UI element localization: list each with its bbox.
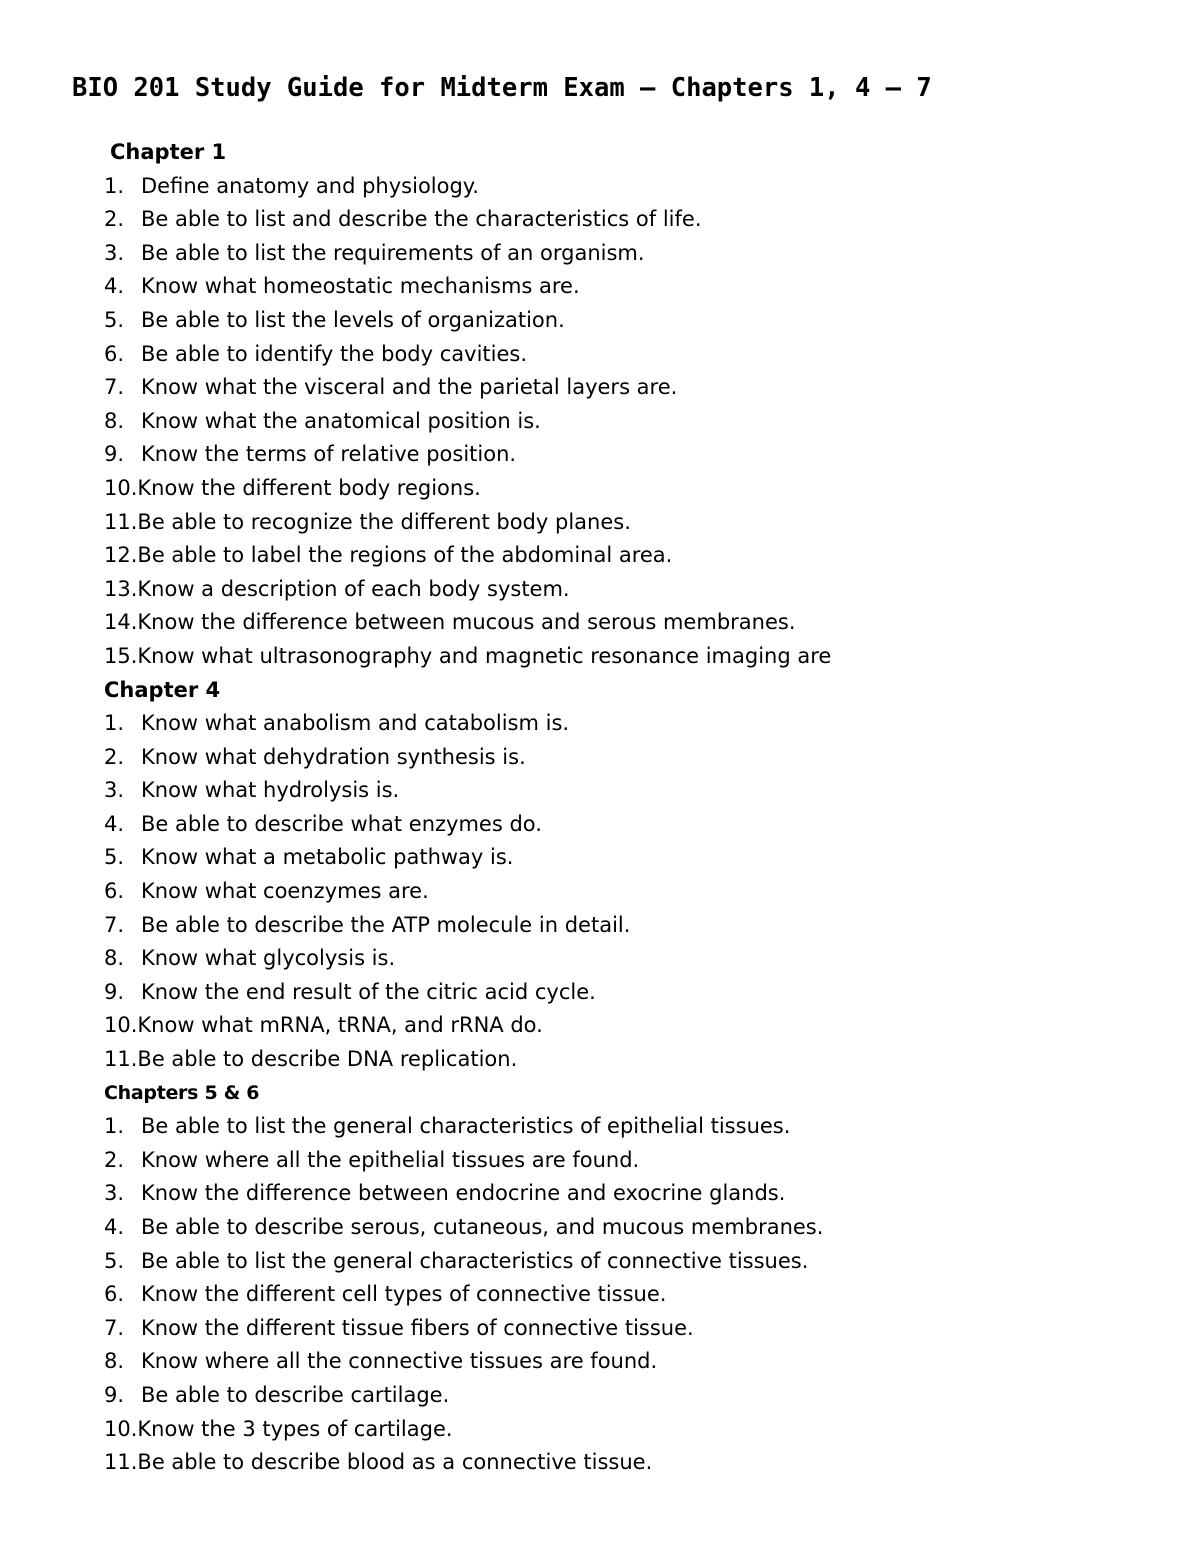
item-number: 11. [104, 1450, 138, 1475]
list-item [104, 270, 1104, 304]
item-number: 7. [104, 1315, 125, 1340]
item-text: Be able to describe what enzymes do. [141, 811, 542, 836]
item-number: 15. [104, 643, 138, 668]
chapter-4-heading: Chapter 4 [104, 677, 221, 702]
list-item [104, 371, 1104, 405]
item-text: Know what homeostatic mechanisms are. [141, 274, 580, 299]
item-number: 4. [104, 811, 125, 836]
list-item [104, 976, 1104, 1010]
item-number: 9. [104, 979, 125, 1004]
item-text: Know what the anatomical position is. [141, 408, 541, 433]
list-item [104, 1144, 1104, 1178]
list-item [104, 808, 1104, 842]
list-item [104, 237, 1104, 271]
item-text: Know the 3 types of cartilage. [137, 1416, 453, 1441]
item-number: 5. [104, 1248, 125, 1273]
item-number: 9. [104, 1382, 125, 1407]
item-number: 14. [104, 610, 138, 635]
item-text: Know what glycolysis is. [141, 946, 396, 971]
item-number: 4. [104, 1215, 125, 1239]
item-number: 9. [104, 442, 125, 467]
item-number: 4. [104, 274, 125, 299]
item-text: Be able to describe blood as a connective tissue. [137, 1450, 653, 1475]
item-number: 8. [104, 1349, 125, 1374]
list-item [104, 472, 1104, 506]
item-text: Be able to describe the ATP molecule in detail. [141, 912, 631, 937]
list-item [104, 1446, 1104, 1480]
item-text: Know the difference between endocrine and exocrine glands. [141, 1181, 786, 1206]
list-item [104, 1413, 1104, 1447]
list-item [104, 1043, 1104, 1077]
item-number: 8. [104, 408, 125, 433]
item-number: 10. [104, 1416, 138, 1441]
item-text: Know what anabolism and catabolism is. [141, 711, 570, 736]
item-number: 11. [104, 509, 138, 534]
list-item [104, 909, 1104, 943]
item-number: 6. [104, 1282, 125, 1307]
item-text: Be able to label the regions of the abdominal area. [137, 543, 673, 568]
item-text: Define anatomy and physiology. [141, 173, 479, 198]
list-item [104, 438, 1104, 472]
item-text: Know the difference between mucous and serous membranes. [137, 610, 796, 635]
list-item [104, 506, 1104, 540]
list-item [104, 1278, 1104, 1312]
item-number: 2. [104, 744, 125, 769]
item-number: 11. [104, 1047, 138, 1072]
item-text: Know what hydrolysis is. [141, 778, 400, 803]
item-text: Know what a metabolic pathway is. [141, 845, 514, 870]
item-number: 8. [104, 946, 125, 971]
list-item [104, 1177, 1104, 1211]
list-item [104, 304, 1104, 338]
item-text: Know what coenzymes are. [141, 879, 429, 904]
item-text: Be able to describe cartilage. [141, 1382, 450, 1407]
list-item [104, 405, 1104, 439]
item-number: 13. [104, 576, 138, 601]
item-number: 7. [104, 912, 125, 937]
item-text: Be able to list the general characteristics of connective tissues. [141, 1248, 809, 1273]
item-number: 5. [104, 307, 125, 332]
list-item [104, 942, 1104, 976]
list-item [104, 539, 1104, 573]
item-text: Be able to recognize the different body planes. [137, 509, 631, 534]
item-number: 10. [104, 475, 138, 500]
item-text: Be able to describe serous, cutaneous, and mucous membranes. [141, 1215, 824, 1239]
item-text: Know where all the connective tissues are found. [141, 1349, 658, 1374]
item-number: 1. [104, 711, 125, 736]
list-item [104, 1345, 1104, 1379]
list-item [104, 573, 1104, 607]
item-text: Be able to list the levels of organization. [141, 307, 565, 332]
chapter-1-heading: Chapter 1 [110, 140, 227, 164]
chapter-1-list [104, 170, 1104, 674]
item-number: 10. [104, 1013, 138, 1038]
list-item [104, 203, 1104, 237]
item-text: Know the terms of relative position. [141, 442, 517, 467]
list-item [104, 1211, 1104, 1245]
item-number: 2. [104, 207, 125, 232]
item-number: 2. [104, 1147, 125, 1172]
list-item [104, 338, 1104, 372]
item-text: Know the different cell types of connective tissue. [141, 1282, 667, 1307]
item-number: 3. [104, 240, 125, 265]
item-text: Know a description of each body system. [137, 576, 570, 601]
list-item [104, 1009, 1104, 1043]
list-item [104, 1110, 1104, 1144]
item-text: Know where all the epithelial tissues are found. [141, 1147, 640, 1172]
item-number: 3. [104, 1181, 125, 1206]
item-text: Know what the visceral and the parietal layers are. [141, 375, 678, 400]
document-title: BIO 201 Study Guide for Midterm Exam – Chapters 1, 4 – 7 [72, 73, 932, 103]
item-number: 6. [104, 341, 125, 366]
list-item [104, 875, 1104, 909]
item-text: Know what ultrasonography and magnetic resonance imaging are [137, 643, 832, 668]
chapter-4-list [104, 707, 1104, 1077]
item-number: 12. [104, 543, 138, 568]
list-item [104, 1245, 1104, 1279]
item-text: Be able to identify the body cavities. [141, 341, 528, 366]
chapters-5-6-list [104, 1110, 1104, 1480]
item-number: 7. [104, 375, 125, 400]
list-item [104, 1379, 1104, 1413]
study-guide-content [104, 136, 1104, 1480]
item-text: Be able to list and describe the characteristics of life. [141, 207, 702, 232]
item-text: Be able to list the general characteristics of epithelial tissues. [141, 1114, 791, 1139]
list-item [104, 707, 1104, 741]
list-item [104, 1312, 1104, 1346]
item-text: Be able to describe DNA replication. [137, 1047, 518, 1072]
list-item [104, 606, 1104, 640]
item-text: Be able to list the requirements of an organism. [141, 240, 645, 265]
item-text: Know the different body regions. [137, 475, 481, 500]
item-text: Know what mRNA, tRNA, and rRNA do. [137, 1013, 543, 1038]
item-number: 3. [104, 778, 125, 803]
list-item [104, 774, 1104, 808]
item-text: Know the different tissue fibers of connective tissue. [141, 1315, 694, 1340]
list-item [104, 741, 1104, 775]
item-text: Know what dehydration synthesis is. [141, 744, 526, 769]
item-number: 6. [104, 879, 125, 904]
list-item [104, 640, 1104, 674]
item-number: 1. [104, 173, 125, 198]
item-number: 5. [104, 845, 125, 870]
list-item [104, 841, 1104, 875]
list-item [104, 170, 1104, 204]
chapters-5-6-heading: Chapters 5 & 6 [104, 1081, 260, 1104]
item-text: Know the end result of the citric acid cycle. [141, 979, 596, 1004]
item-number: 1. [104, 1114, 125, 1139]
